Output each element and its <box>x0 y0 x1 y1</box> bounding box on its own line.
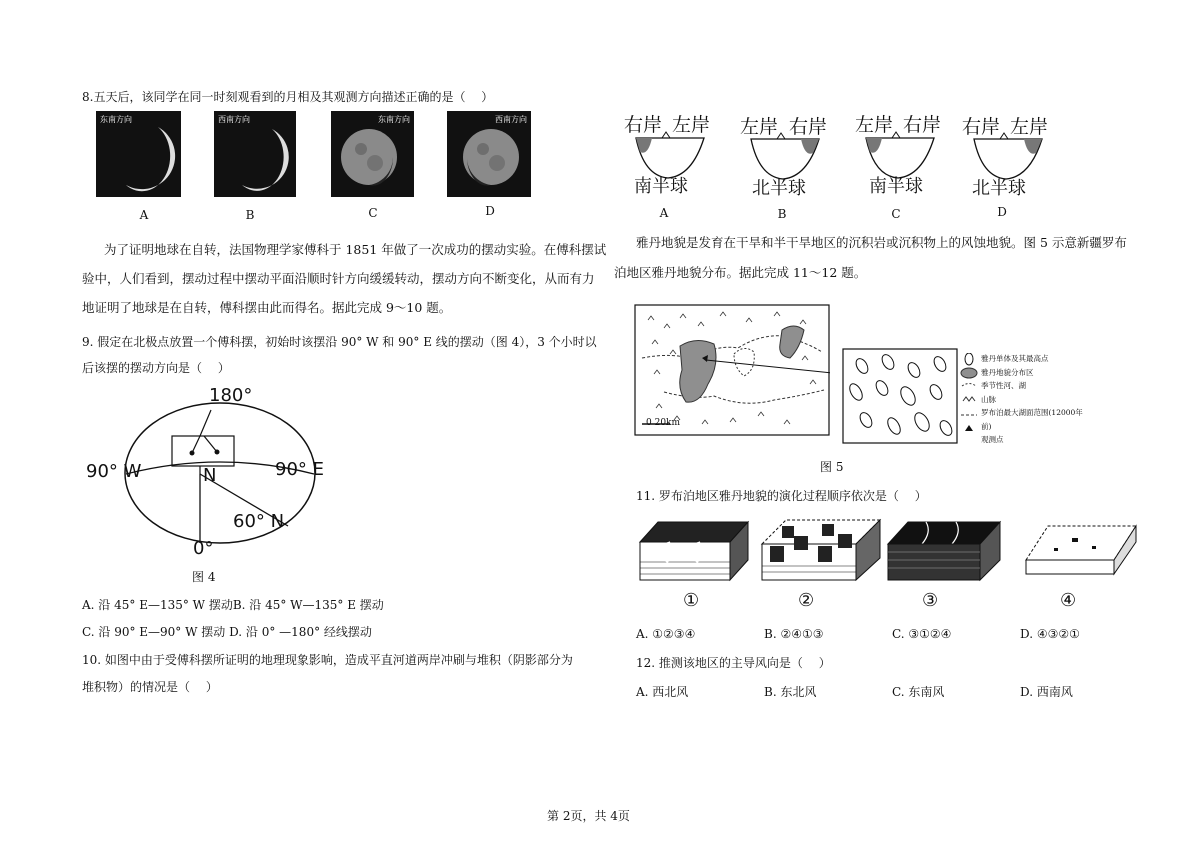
river-section-b <box>751 133 819 179</box>
river-section-c <box>866 132 934 178</box>
block-diagram-4 <box>1022 520 1140 584</box>
legend-item: 雅丹地貌分布区 <box>981 367 1034 377</box>
map-legend <box>981 352 1091 447</box>
option-letter: B <box>245 208 255 222</box>
option-letter: A <box>139 208 149 222</box>
gibbous-moon-icon <box>447 111 531 197</box>
moon-caption: 东南方向 <box>100 115 132 124</box>
answer-option: C. ③①②④ <box>892 627 952 641</box>
bank-left-label: 左岸 <box>855 114 894 136</box>
bank-right-label: 右岸 <box>903 114 942 136</box>
moon-image-b <box>214 111 296 197</box>
legend-item: 山脉 <box>981 394 996 404</box>
legend-item: 季节性河、湖 <box>981 381 1026 390</box>
yardang-detail-map <box>842 348 958 444</box>
label-0: 0° <box>193 538 214 559</box>
option-letter: B <box>777 207 787 221</box>
paragraph-line: 雅丹地貌是发育在干旱和半干旱地区的沉积岩或沉积物上的风蚀地貌。图 5 示意新疆罗布 <box>636 235 1127 250</box>
moon-image-c <box>331 111 414 197</box>
option-letter: A <box>659 206 669 220</box>
hemisphere-label: 南半球 <box>869 176 923 197</box>
question-9-options: C. 沿 90° E—90° W 摆动 D. 沿 0° —180° 经线摆动 <box>82 625 372 639</box>
block-number: ② <box>798 590 815 611</box>
paragraph-line: 为了证明地球在自转，法国物理学家傅科于 1851 年做了一次成功的摆动实验。在傅科摆试 <box>104 242 607 257</box>
moon-image-a <box>96 111 181 197</box>
river-section-a <box>636 132 704 178</box>
label-90e: 90° E <box>275 459 324 480</box>
moon-image-d <box>447 111 531 197</box>
lop-nur-map <box>634 304 830 436</box>
question-11: 11. 罗布泊地区雅丹地貌的演化过程顺序依次是（ ） <box>636 489 927 503</box>
block-number: ④ <box>1060 590 1077 611</box>
moon-caption: 东南方向 <box>378 115 410 124</box>
figure-4-caption: 图 4 <box>192 570 216 584</box>
paragraph-line: 验中，人们看到，摆动过程中摆动平面沿顺时针方向缓缓转动，摆动方向不断变化，从而有力 <box>82 271 595 286</box>
option-letter: D <box>997 205 1007 219</box>
bank-right-label: 右岸 <box>789 116 828 138</box>
block-diagram-1 <box>638 518 750 584</box>
option-letter: C <box>891 207 901 221</box>
figure-5-caption: 图 5 <box>820 460 844 474</box>
label-60n: 60° N <box>233 511 285 532</box>
crescent-moon-icon <box>96 111 181 197</box>
question-12: 12. 推测该地区的主导风向是（ ） <box>636 656 831 670</box>
bank-left-label: 右岸 <box>962 116 1001 138</box>
river-cross-sections <box>630 130 1070 180</box>
answer-option: D. ④③②① <box>1020 627 1080 641</box>
block-number: ③ <box>922 590 939 611</box>
answer-option: D. 西南风 <box>1020 685 1073 699</box>
question-9-line: 9. 假定在北极点放置一个傅科摆，初始时该摆沿 90° W 和 90° E 线的摆动（图 4），3 个小时以 <box>82 335 597 349</box>
legend-symbols <box>960 353 978 443</box>
question-9-line: 后该摆的摆动方向是（ ） <box>82 361 230 375</box>
answer-option: A. ①②③④ <box>636 627 696 641</box>
option-letter: D <box>485 204 495 218</box>
block-diagram-3 <box>886 518 1002 584</box>
bank-right-label: 左岸 <box>672 114 711 136</box>
block-diagram-2 <box>760 516 882 584</box>
paragraph-line: 泊地区雅丹地貌分布。据此完成 11～12 题。 <box>614 265 867 280</box>
answer-option: C. 东南风 <box>892 685 945 699</box>
question-10-line: 堆积物）的情况是（ ） <box>82 680 218 694</box>
gibbous-moon-icon <box>331 111 414 197</box>
label-180: 180° <box>209 385 253 406</box>
answer-option: B. 东北风 <box>764 685 817 699</box>
label-90w: 90° W <box>86 461 142 482</box>
crescent-moon-icon <box>214 111 296 197</box>
bank-right-label: 左岸 <box>1010 116 1049 138</box>
hemisphere-label: 北半球 <box>752 178 806 199</box>
block-number: ① <box>683 590 700 611</box>
paragraph-line: 地证明了地球是在自转，傅科摆由此而得名。据此完成 9～10 题。 <box>82 300 452 315</box>
option-letter: C <box>368 206 378 220</box>
legend-item: 罗布泊最大湖面范围(12000年前) <box>981 408 1083 431</box>
legend-item: 雅丹单体及其最高点 <box>981 354 1049 363</box>
answer-option: A. 西北风 <box>636 685 689 699</box>
hemisphere-label: 北半球 <box>972 178 1026 199</box>
question-8: 8.五天后，该同学在同一时刻观看到的月相及其观测方向描述正确的是（ ） <box>82 90 494 104</box>
bank-left-label: 左岸 <box>740 116 779 138</box>
answer-option: B. ②④①③ <box>764 627 824 641</box>
page-footer: 第 2页，共 4页 <box>547 809 630 823</box>
moon-caption: 西南方向 <box>495 115 527 124</box>
moon-caption: 西南方向 <box>218 115 250 124</box>
river-section-d <box>974 133 1042 179</box>
bank-left-label: 右岸 <box>624 114 663 136</box>
legend-item: 观测点 <box>981 435 1004 444</box>
question-10-line: 10. 如图中由于受傅科摆所证明的地理现象影响，造成平直河道两岸冲刷与堆积（阴影部分为 <box>82 653 573 667</box>
hemisphere-label: 南半球 <box>634 176 688 197</box>
question-9-options: A. 沿 45° E—135° W 摆动B. 沿 45° W—135° E 摆动 <box>82 598 384 612</box>
map-scale: 0 20km <box>646 418 681 428</box>
label-north-pole: N <box>203 465 217 486</box>
